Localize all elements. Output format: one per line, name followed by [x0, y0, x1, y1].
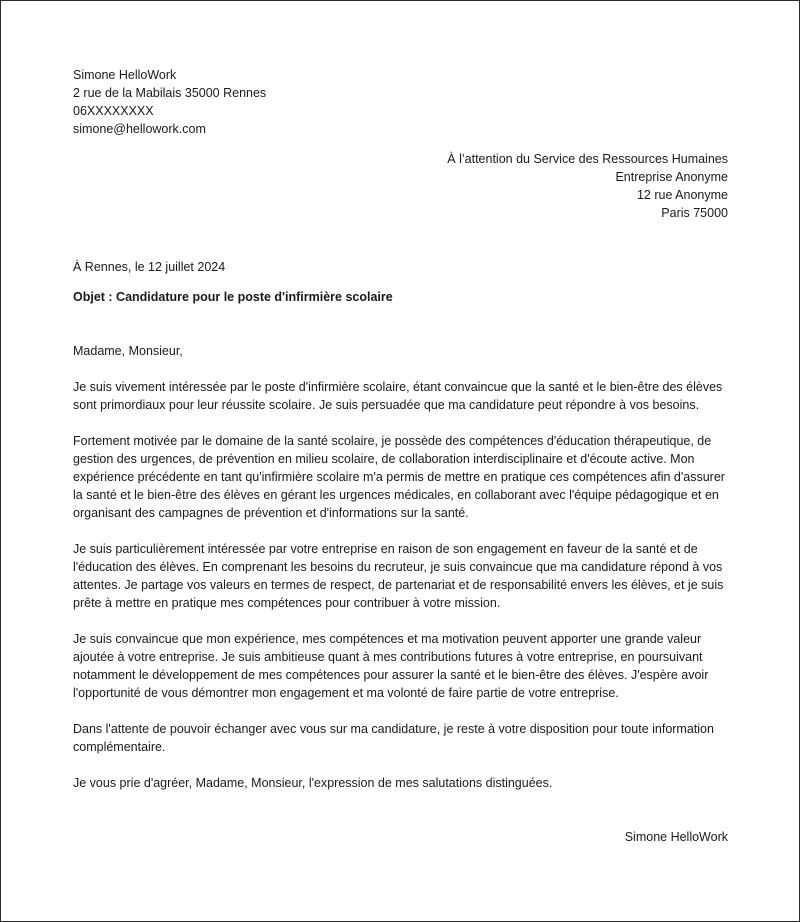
paragraph-value: Je suis convaincue que mon expérience, mes compétences et ma motivation peuvent apporter une grande valeur ajoutée à votre entreprise. Je suis ambitieuse quant à mes contributions futures à votre entreprise, en poursuivant notamment le développement de mes compétences pour assurer la santé et le bien-être des élèves. J'espère avoir l'opportunité de vous démontrer mon engagement et ma volonté de faire partie de votre entreprise. [73, 632, 709, 700]
recipient-attention: À l’attention du Service des Ressources Humaines [447, 152, 728, 166]
salutation: Madame, Monsieur, [73, 344, 183, 358]
date-line: À Rennes, le 12 juillet 2024 [73, 260, 226, 274]
signature: Simone HelloWork [624, 830, 728, 844]
recipient-street: 12 rue Anonyme [636, 188, 728, 202]
recipient-city: Paris 75000 [661, 206, 728, 220]
paragraph-availability: Dans l'attente de pouvoir échanger avec vous sur ma candidature, je reste à votre disposition pour toute information complémentaire. [73, 722, 714, 754]
sender-address: 2 rue de la Mabilais 35000 Rennes [73, 86, 267, 100]
paragraph-intro: Je suis vivement intéressée par le poste d'infirmière scolaire, étant convaincue que la santé et le bien-être des élèves sont primordiaux pour leur réussite scolaire. Je suis persuadée que ma candidature peut répondre à vos besoins. [73, 380, 723, 412]
sender-block [73, 66, 728, 138]
letter-content [73, 66, 728, 846]
closing-formula: Je vous prie d'agréer, Madame, Monsieur, l'expression de mes salutations distinguées. [73, 776, 553, 790]
paragraph-skills: Fortement motivée par le domaine de la santé scolaire, je possède des compétences d'éducation thérapeutique, de gestion des urgences, de prévention en milieu scolaire, de collaboration interdisciplinaire et d'écoute active. Mon expérience précédente en tant qu'infirmière scolaire m'a permis de mettre en pratique ces compétences afin d'assurer la santé et le bien-être des élèves en gérant les urgences médicales, en collaborant avec l'équipe pédagogique et en organisant des campagnes de prévention et d'informations sur la santé. [73, 434, 725, 520]
recipient-company: Entreprise Anonyme [615, 170, 728, 184]
sender-phone: 06XXXXXXXX [73, 104, 154, 118]
sender-email: simone@hellowork.com [73, 122, 206, 136]
recipient-block [73, 150, 728, 222]
subject-line: Objet : Candidature pour le poste d'infirmière scolaire [73, 290, 393, 304]
sender-name: Simone HelloWork [73, 68, 177, 82]
paragraph-company-interest: Je suis particulièrement intéressée par votre entreprise en raison de son engagement en faveur de la santé et de l'éducation des élèves. En comprenant les besoins du recruteur, je suis convaincue que ma candidature répond à vos attentes. Je partage vos valeurs en termes de respect, de partenariat et de responsabilité envers les élèves, et je suis prête à mettre en pratique mes compétences pour contribuer à votre mission. [73, 542, 724, 610]
